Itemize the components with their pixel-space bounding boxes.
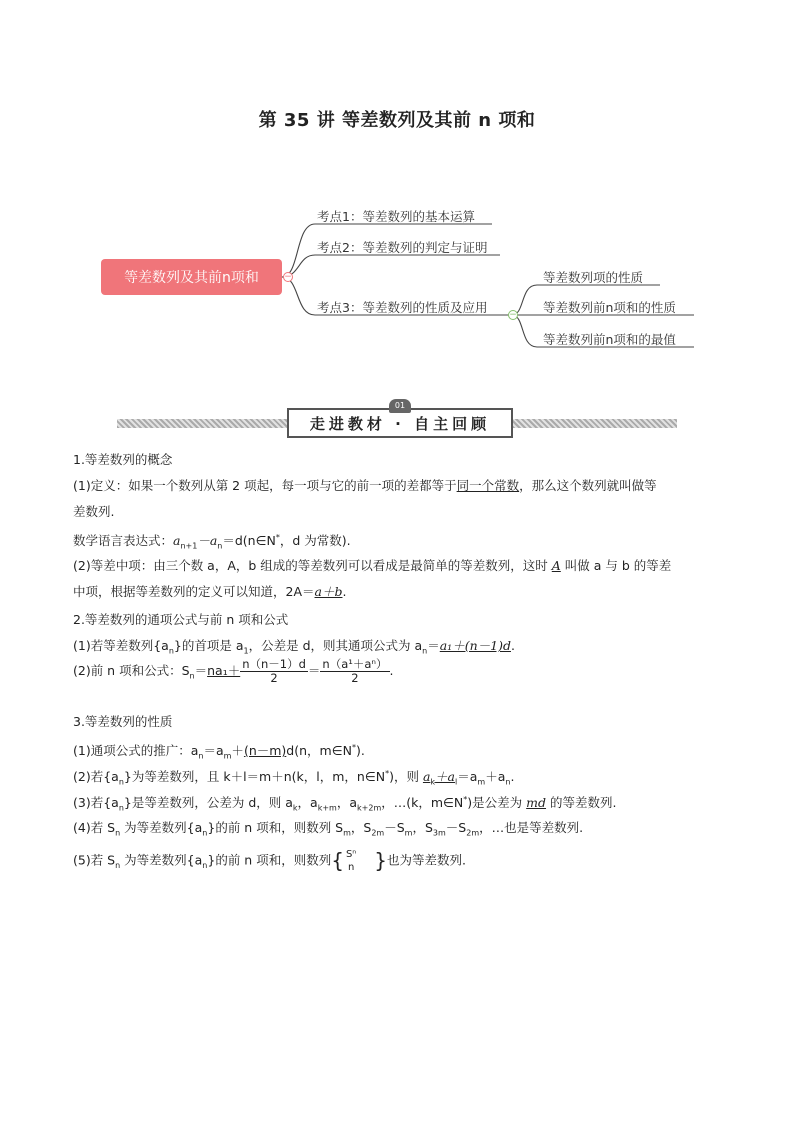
mindmap-connectors <box>0 0 794 380</box>
fraction: $\frac{n(n-1)d}{2}$ <box>242 657 306 685</box>
property-5: (5)若 $S_n$ 为等差数列$\{a_n\}$的前 n 项和，则数列{ Sⁿ n }也为等差数列. <box>73 848 466 873</box>
mindmap-node-k1: 考点1：等差数列的基本运算 <box>317 209 475 224</box>
middle-term-line: (2)等差中项：由三个数 a，A，b 组成的等差数列可以看成是最简单的等差数列，这时 A 叫做 a 与 b 的等差 <box>73 558 672 573</box>
definition-line: (1)定义：如果一个数列从第 2 项起，每一项与它的前一项的差都等于同一个常数，那么这个数列就叫做等 <box>73 478 657 493</box>
property-2: (2)若$\{a_n\}$为等差数列，且 k＋l＝m＋n(k，l，m，n∈N*)，则 $a_k+a_l=a_m+a_n$. <box>73 769 515 787</box>
collapse-icon[interactable]: − <box>284 272 292 282</box>
property-3: (3)若$\{a_n\}$是等差数列，公差为 d，则 $a_k$，$a_{k+m}$，$a_{k+2m}$，…(k，m∈N*)是公差为 md 的等差数列. <box>73 795 617 813</box>
fraction: $\frac{\text{n（a¹＋aⁿ）}}{2}$ <box>322 657 388 685</box>
mindmap-node-k3: 考点3：等差数列的性质及应用 <box>317 300 488 315</box>
general-term-line: (1)若等差数列$\{a_n\}$的首项是 $a_1$，公差是 d，则其通项公式为 $a_n=a_1+(n-1)d$. <box>73 638 515 656</box>
mindmap-root: 等差数列及其前n项和 <box>101 259 282 295</box>
banner-stripe-left <box>117 419 287 428</box>
section-heading-1: 1.等差数列的概念 <box>73 452 173 467</box>
property-4: (4)若 $S_n$ 为等差数列$\{a_n\}$的前 n 项和，则数列 $S_m$，$S_{2m}-S_m$，$S_{3m}-S_{2m}$，…也是等差数列. <box>73 820 584 838</box>
banner-title: 走进教材 · 自主回顾 <box>287 408 513 438</box>
expression-line: 数学语言表达式：$a_{n+1}-a_n=d(n\in N^*$，d 为常数). <box>73 533 351 551</box>
section-banner <box>117 401 677 444</box>
fraction: Sⁿ n <box>345 849 357 873</box>
sum-formula-line: (2)前 n 项和公式：$S_n=na_1+$ $\frac{n(n-1)d}{2}$ ＝ $\frac{\text{n（a¹＋aⁿ）}}{2}$ . <box>73 657 394 685</box>
page-title: 第 35 讲 等差数列及其前 n 项和 <box>258 110 536 131</box>
property-1: (1)通项公式的推广：$a_n=a_m+(n-m)d(n$，m∈N*). <box>73 743 365 761</box>
collapse-icon[interactable]: − <box>509 310 517 320</box>
definition-line-cont: 差数列. <box>73 504 115 519</box>
mindmap-node-c3: 等差数列前n项和的最值 <box>543 332 676 347</box>
banner-stripe-right <box>507 419 677 428</box>
mindmap-node-c1: 等差数列项的性质 <box>543 270 644 285</box>
mindmap-node-c2: 等差数列前n项和的性质 <box>543 300 676 315</box>
section-heading-2: 2.等差数列的通项公式与前 n 项和公式 <box>73 612 289 627</box>
mindmap-node-k2: 考点2：等差数列的判定与证明 <box>317 240 488 255</box>
middle-term-line-cont: 中项，根据等差数列的定义可以知道，2A＝a＋b. <box>73 584 347 599</box>
section-heading-3: 3.等差数列的性质 <box>73 714 173 729</box>
banner-badge: 01 <box>389 399 411 413</box>
